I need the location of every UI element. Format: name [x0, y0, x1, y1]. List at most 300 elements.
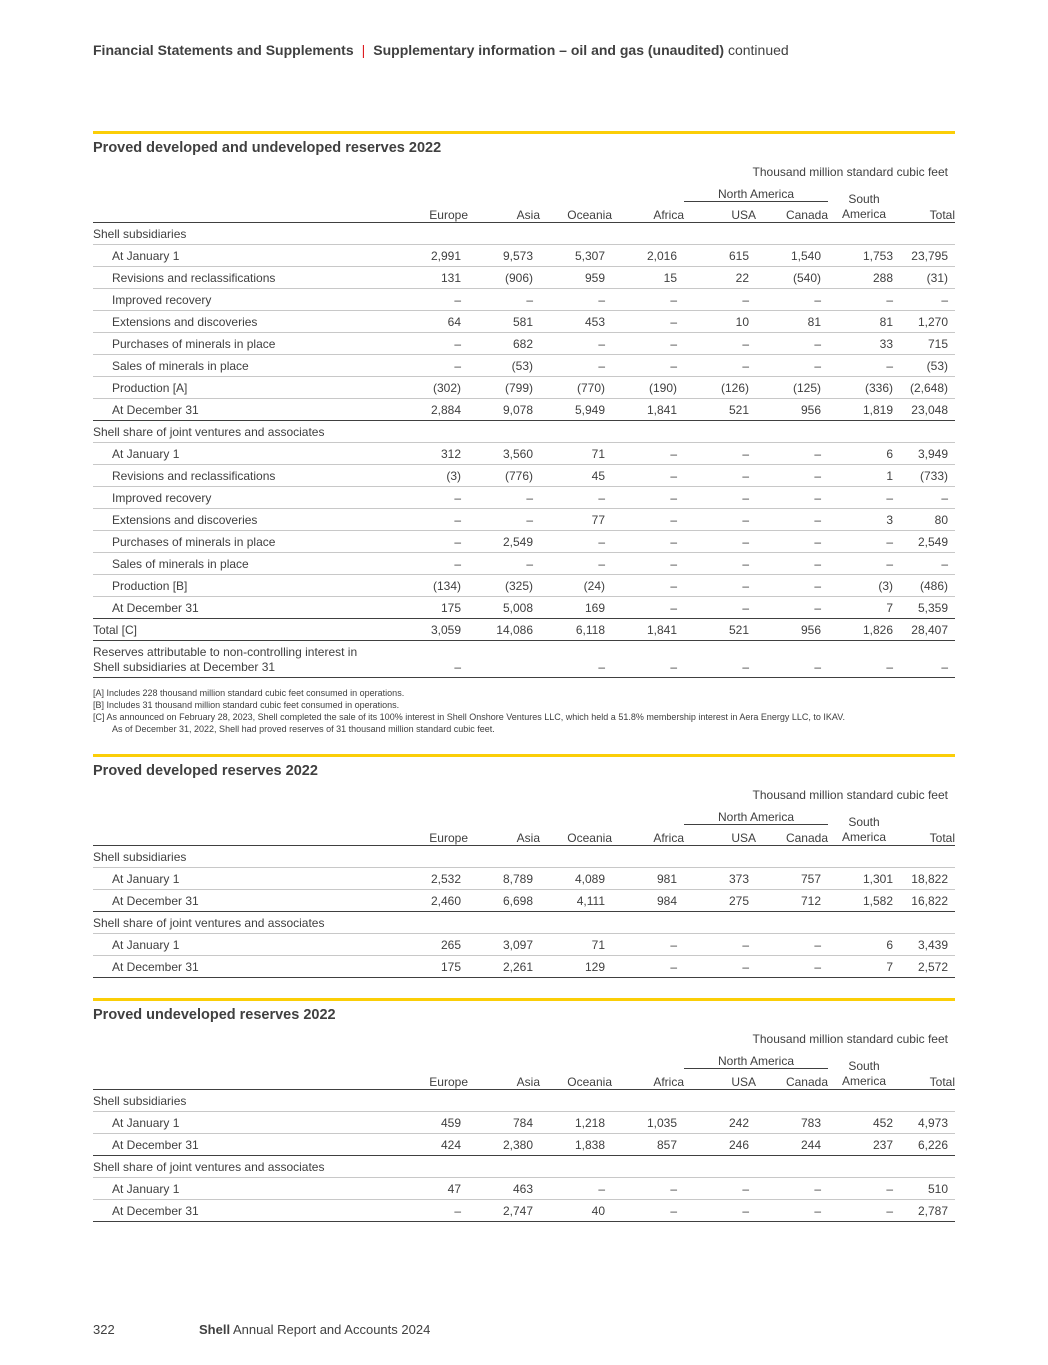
value-cell: 23,795 [900, 245, 955, 267]
value-cell: (53) [468, 355, 540, 377]
value-cell: – [393, 333, 468, 355]
value-cell: 77 [540, 509, 612, 531]
value-cell: 22 [684, 267, 756, 289]
value-cell: – [684, 487, 756, 509]
row-label: Production [A] [93, 377, 393, 399]
value-cell: 581 [468, 311, 540, 333]
value-cell: (733) [900, 465, 955, 487]
value-cell: – [684, 355, 756, 377]
value-cell: 2,572 [900, 956, 955, 978]
row-label: At January 1 [93, 443, 393, 465]
value-cell: 3 [828, 509, 900, 531]
value-cell: 956 [756, 399, 828, 421]
africa-header: Africa [653, 1075, 684, 1089]
value-cell: 783 [756, 1112, 828, 1134]
value-cell: (770) [540, 377, 612, 399]
footnote-c: [C] As announced on February 28, 2023, Shell completed the sale of its 100% interest in Shell Onshore Ventures LLC, which held a 51.8% membership interest in Aera Energy LLC, to IKAV. [93, 712, 845, 722]
value-cell: – [684, 465, 756, 487]
footnote-b: [B] Includes 31 thousand million standard cubic feet consumed in operations. [93, 700, 400, 710]
reserves-section-developed-undeveloped [93, 131, 955, 735]
value-cell: – [393, 641, 468, 678]
value-cell: 81 [756, 311, 828, 333]
value-cell: – [756, 509, 828, 531]
canada-header: Canada [785, 1075, 828, 1089]
value-cell: – [756, 934, 828, 956]
value-cell: – [756, 956, 828, 978]
value-cell: 984 [612, 890, 684, 912]
value-cell: – [393, 487, 468, 509]
table-row [93, 890, 955, 912]
value-cell: (325) [468, 575, 540, 597]
value-cell: (540) [756, 267, 828, 289]
value-cell: 71 [540, 934, 612, 956]
nci-row [93, 641, 955, 678]
europe-header: Europe [429, 1075, 468, 1089]
corner-cell [93, 802, 393, 825]
usa-header: USA [731, 1075, 756, 1089]
africa-header: Africa [653, 831, 684, 845]
value-cell: 1,270 [900, 311, 955, 333]
value-cell: 47 [393, 1178, 468, 1200]
value-cell: 510 [900, 1178, 955, 1200]
group-label: Shell share of joint ventures and associates [93, 912, 955, 934]
value-cell: 40 [540, 1200, 612, 1222]
value-cell: 615 [684, 245, 756, 267]
north-america-header: North America [684, 179, 828, 202]
value-cell: 2,016 [612, 245, 684, 267]
row-label: Sales of minerals in place [93, 355, 393, 377]
value-cell: – [756, 575, 828, 597]
reserves-section-undeveloped [93, 998, 955, 1222]
value-cell: – [468, 509, 540, 531]
value-cell: 463 [468, 1178, 540, 1200]
value-cell: – [900, 289, 955, 311]
table-row [93, 377, 955, 399]
value-cell: – [756, 355, 828, 377]
row-label: At December 31 [93, 597, 393, 619]
row-label: Sales of minerals in place [93, 553, 393, 575]
footnote-a: [A] Includes 228 thousand million standard cubic feet consumed in operations. [93, 688, 405, 698]
table-row [93, 1134, 955, 1156]
value-cell: – [612, 443, 684, 465]
row-label: Revisions and reclassifications [93, 465, 393, 487]
value-cell: – [684, 509, 756, 531]
row-label: At January 1 [93, 1112, 393, 1134]
value-cell: 33 [828, 333, 900, 355]
value-cell: – [393, 531, 468, 553]
value-cell: – [756, 597, 828, 619]
table-row [93, 355, 955, 377]
value-cell: – [756, 1200, 828, 1222]
value-cell: 1,301 [828, 868, 900, 890]
value-cell: – [540, 553, 612, 575]
value-cell: 4,973 [900, 1112, 955, 1134]
value-cell: 981 [612, 868, 684, 890]
value-cell: (190) [612, 377, 684, 399]
value-cell: 18,822 [900, 868, 955, 890]
value-cell: 2,261 [468, 956, 540, 978]
value-cell: – [756, 641, 828, 678]
value-cell: 6,698 [468, 890, 540, 912]
value-cell: 23,048 [900, 399, 955, 421]
page-header [93, 42, 789, 58]
value-cell: – [612, 597, 684, 619]
footnotes [93, 687, 955, 735]
value-cell: – [756, 553, 828, 575]
value-cell: 2,991 [393, 245, 468, 267]
value-cell: 10 [684, 311, 756, 333]
value-cell: 28,407 [900, 619, 955, 641]
value-cell: – [756, 289, 828, 311]
europe-header: Europe [429, 831, 468, 845]
row-label: Extensions and discoveries [93, 509, 393, 531]
table-row [93, 311, 955, 333]
table-row [93, 245, 955, 267]
value-cell: – [684, 641, 756, 678]
group-label: Shell subsidiaries [93, 1090, 955, 1112]
group-label: Shell subsidiaries [93, 223, 955, 245]
value-cell: – [828, 1178, 900, 1200]
value-cell: – [468, 553, 540, 575]
value-cell: 1,841 [612, 399, 684, 421]
value-cell: (336) [828, 377, 900, 399]
group-label: Shell share of joint ventures and associates [93, 421, 955, 443]
value-cell: 6 [828, 443, 900, 465]
table-row [93, 1200, 955, 1222]
table-row [93, 1112, 955, 1134]
europe-header: Europe [429, 208, 468, 222]
asia-header: Asia [516, 1075, 540, 1089]
table-row [93, 956, 955, 978]
table-row [93, 934, 955, 956]
value-cell: – [756, 487, 828, 509]
value-cell: 8,789 [468, 868, 540, 890]
value-cell: – [540, 1178, 612, 1200]
row-label: Reserves attributable to non-controlling interest in Shell subsidiaries at December 31 [93, 641, 393, 678]
value-cell: – [612, 465, 684, 487]
value-cell: 4,089 [540, 868, 612, 890]
value-cell: – [900, 553, 955, 575]
brand-name: Shell [199, 1322, 231, 1337]
value-cell: 169 [540, 597, 612, 619]
value-cell: 3,059 [393, 619, 468, 641]
row-label: At January 1 [93, 934, 393, 956]
group-label: Shell share of joint ventures and associates [93, 1156, 955, 1178]
value-cell: 1,035 [612, 1112, 684, 1134]
value-cell [468, 641, 540, 678]
value-cell: – [828, 553, 900, 575]
value-cell: (53) [900, 355, 955, 377]
value-cell: 2,549 [468, 531, 540, 553]
value-cell: 521 [684, 399, 756, 421]
value-cell: 246 [684, 1134, 756, 1156]
table-row [93, 487, 955, 509]
south-america-header: South America [841, 192, 886, 221]
row-label: At January 1 [93, 868, 393, 890]
value-cell: 45 [540, 465, 612, 487]
value-cell: 452 [828, 1112, 900, 1134]
value-cell: 459 [393, 1112, 468, 1134]
value-cell: – [612, 333, 684, 355]
value-cell: 959 [540, 267, 612, 289]
value-cell: – [756, 465, 828, 487]
value-cell: – [684, 956, 756, 978]
value-cell: 3,949 [900, 443, 955, 465]
value-cell: 857 [612, 1134, 684, 1156]
value-cell: (2,648) [900, 377, 955, 399]
reserves-table [93, 1046, 955, 1222]
section-heading: Proved developed and undeveloped reserves 2022 [93, 140, 442, 156]
footnote-c-continued: As of December 31, 2022, Shell had proved reserves of 31 thousand million standard cubic feet. [112, 724, 495, 734]
value-cell: 15 [612, 267, 684, 289]
north-america-header: North America [684, 802, 828, 825]
value-cell: 3,097 [468, 934, 540, 956]
table-row [93, 868, 955, 890]
row-label: Purchases of minerals in place [93, 531, 393, 553]
value-cell: – [756, 333, 828, 355]
value-cell: 80 [900, 509, 955, 531]
section-title: Financial Statements and Supplements [93, 42, 354, 58]
value-cell: – [684, 531, 756, 553]
value-cell: 288 [828, 267, 900, 289]
value-cell: 7 [828, 597, 900, 619]
value-cell: – [828, 487, 900, 509]
subsection-title: Supplementary information – oil and gas (unaudited) [373, 42, 725, 58]
asia-header: Asia [516, 208, 540, 222]
value-cell: 242 [684, 1112, 756, 1134]
value-cell: 1,540 [756, 245, 828, 267]
value-cell: 64 [393, 311, 468, 333]
value-cell: – [468, 487, 540, 509]
canada-header: Canada [785, 208, 828, 222]
value-cell: – [684, 289, 756, 311]
value-cell: 784 [468, 1112, 540, 1134]
value-cell: – [612, 311, 684, 333]
value-cell: 3,560 [468, 443, 540, 465]
value-cell: 6 [828, 934, 900, 956]
value-cell: – [540, 641, 612, 678]
value-cell: 2,549 [900, 531, 955, 553]
table-row [93, 289, 955, 311]
reserves-section-developed [93, 754, 955, 978]
value-cell: (799) [468, 377, 540, 399]
value-cell: – [540, 531, 612, 553]
value-cell: – [468, 289, 540, 311]
total-header: Total [929, 1075, 955, 1089]
value-cell: – [612, 553, 684, 575]
value-cell: 757 [756, 868, 828, 890]
row-label: Improved recovery [93, 487, 393, 509]
value-cell: 424 [393, 1134, 468, 1156]
value-cell: 2,884 [393, 399, 468, 421]
page-number: 322 [93, 1322, 115, 1337]
value-cell: – [393, 1200, 468, 1222]
row-label: At December 31 [93, 1134, 393, 1156]
table-row [93, 531, 955, 553]
value-cell: – [540, 355, 612, 377]
value-cell: (126) [684, 377, 756, 399]
row-label: Extensions and discoveries [93, 311, 393, 333]
value-cell: 129 [540, 956, 612, 978]
value-cell: – [540, 289, 612, 311]
value-cell: – [828, 289, 900, 311]
value-cell: – [828, 1200, 900, 1222]
table-row [93, 553, 955, 575]
row-label: Production [B] [93, 575, 393, 597]
table-row [93, 465, 955, 487]
value-cell: 9,078 [468, 399, 540, 421]
continued-label: continued [727, 42, 789, 58]
value-cell: 265 [393, 934, 468, 956]
report-name: Annual Report and Accounts 2024 [232, 1322, 431, 1337]
table-row [93, 1178, 955, 1200]
value-cell: 5,008 [468, 597, 540, 619]
value-cell: 6,226 [900, 1134, 955, 1156]
table-row [93, 333, 955, 355]
section-heading: Proved undeveloped reserves 2022 [93, 1007, 336, 1023]
value-cell: (3) [828, 575, 900, 597]
value-cell: 1,819 [828, 399, 900, 421]
value-cell: – [756, 443, 828, 465]
value-cell: – [756, 531, 828, 553]
value-cell: 6,118 [540, 619, 612, 641]
table-row [93, 267, 955, 289]
value-cell: 2,787 [900, 1200, 955, 1222]
row-label: At December 31 [93, 399, 393, 421]
value-cell: – [684, 575, 756, 597]
value-cell: 244 [756, 1134, 828, 1156]
value-cell: – [684, 1200, 756, 1222]
value-cell: – [612, 575, 684, 597]
value-cell: 7 [828, 956, 900, 978]
value-cell: – [684, 597, 756, 619]
africa-header: Africa [653, 208, 684, 222]
value-cell: 131 [393, 267, 468, 289]
value-cell: – [612, 641, 684, 678]
value-cell: 2,532 [393, 868, 468, 890]
total-header: Total [929, 208, 955, 222]
value-cell: 521 [684, 619, 756, 641]
unit-label: Thousand million standard cubic feet [752, 788, 948, 802]
value-cell: – [393, 509, 468, 531]
usa-header: USA [731, 208, 756, 222]
south-america-header: South America [841, 815, 886, 844]
value-cell: 373 [684, 868, 756, 890]
value-cell: – [393, 355, 468, 377]
value-cell: 275 [684, 890, 756, 912]
value-cell: – [900, 487, 955, 509]
value-cell: – [612, 355, 684, 377]
table-row [93, 399, 955, 421]
south-america-header: South America [841, 1059, 886, 1088]
total-row [93, 619, 955, 641]
table-row [93, 597, 955, 619]
value-cell: – [612, 487, 684, 509]
row-label: At January 1 [93, 245, 393, 267]
asia-header: Asia [516, 831, 540, 845]
table-row [93, 443, 955, 465]
value-cell: – [393, 289, 468, 311]
value-cell: – [684, 443, 756, 465]
oceania-header: Oceania [567, 831, 612, 845]
row-label: Purchases of minerals in place [93, 333, 393, 355]
usa-header: USA [731, 831, 756, 845]
row-label: At December 31 [93, 890, 393, 912]
value-cell: (24) [540, 575, 612, 597]
value-cell: 175 [393, 956, 468, 978]
corner-cell [93, 1046, 393, 1069]
value-cell: (302) [393, 377, 468, 399]
value-cell: – [900, 641, 955, 678]
value-cell: 712 [756, 890, 828, 912]
value-cell: (906) [468, 267, 540, 289]
value-cell: 1,218 [540, 1112, 612, 1134]
row-label: Improved recovery [93, 289, 393, 311]
value-cell: 5,359 [900, 597, 955, 619]
value-cell: – [540, 487, 612, 509]
section-heading: Proved developed reserves 2022 [93, 763, 318, 779]
value-cell: – [612, 509, 684, 531]
row-label: At December 31 [93, 956, 393, 978]
row-label: Revisions and reclassifications [93, 267, 393, 289]
value-cell: – [756, 1178, 828, 1200]
value-cell: 1,753 [828, 245, 900, 267]
value-cell: – [828, 355, 900, 377]
value-cell: – [684, 333, 756, 355]
unit-label: Thousand million standard cubic feet [752, 1032, 948, 1046]
oceania-header: Oceania [567, 1075, 612, 1089]
value-cell: – [684, 553, 756, 575]
table-row [93, 575, 955, 597]
value-cell: 4,111 [540, 890, 612, 912]
value-cell: – [612, 934, 684, 956]
oceania-header: Oceania [567, 208, 612, 222]
value-cell: 956 [756, 619, 828, 641]
page-footer [93, 1322, 430, 1337]
value-cell: (776) [468, 465, 540, 487]
value-cell: – [684, 934, 756, 956]
canada-header: Canada [785, 831, 828, 845]
value-cell: (134) [393, 575, 468, 597]
header-separator: | [361, 42, 366, 58]
value-cell: – [540, 333, 612, 355]
value-cell: – [828, 641, 900, 678]
value-cell: 2,460 [393, 890, 468, 912]
value-cell: – [828, 531, 900, 553]
value-cell: – [684, 1178, 756, 1200]
row-label: Total [C] [93, 619, 393, 641]
value-cell: – [612, 531, 684, 553]
unit-label: Thousand million standard cubic feet [752, 165, 948, 179]
north-america-header: North America [684, 1046, 828, 1069]
value-cell: 237 [828, 1134, 900, 1156]
value-cell: 3,439 [900, 934, 955, 956]
reserves-table [93, 179, 955, 678]
value-cell: 453 [540, 311, 612, 333]
value-cell: (125) [756, 377, 828, 399]
corner-cell [93, 179, 393, 202]
value-cell: 1,826 [828, 619, 900, 641]
row-label: At December 31 [93, 1200, 393, 1222]
value-cell: – [612, 289, 684, 311]
group-label: Shell subsidiaries [93, 846, 955, 868]
value-cell: – [393, 553, 468, 575]
row-label: At January 1 [93, 1178, 393, 1200]
value-cell: 16,822 [900, 890, 955, 912]
value-cell: 5,949 [540, 399, 612, 421]
value-cell: 14,086 [468, 619, 540, 641]
value-cell: 1,582 [828, 890, 900, 912]
